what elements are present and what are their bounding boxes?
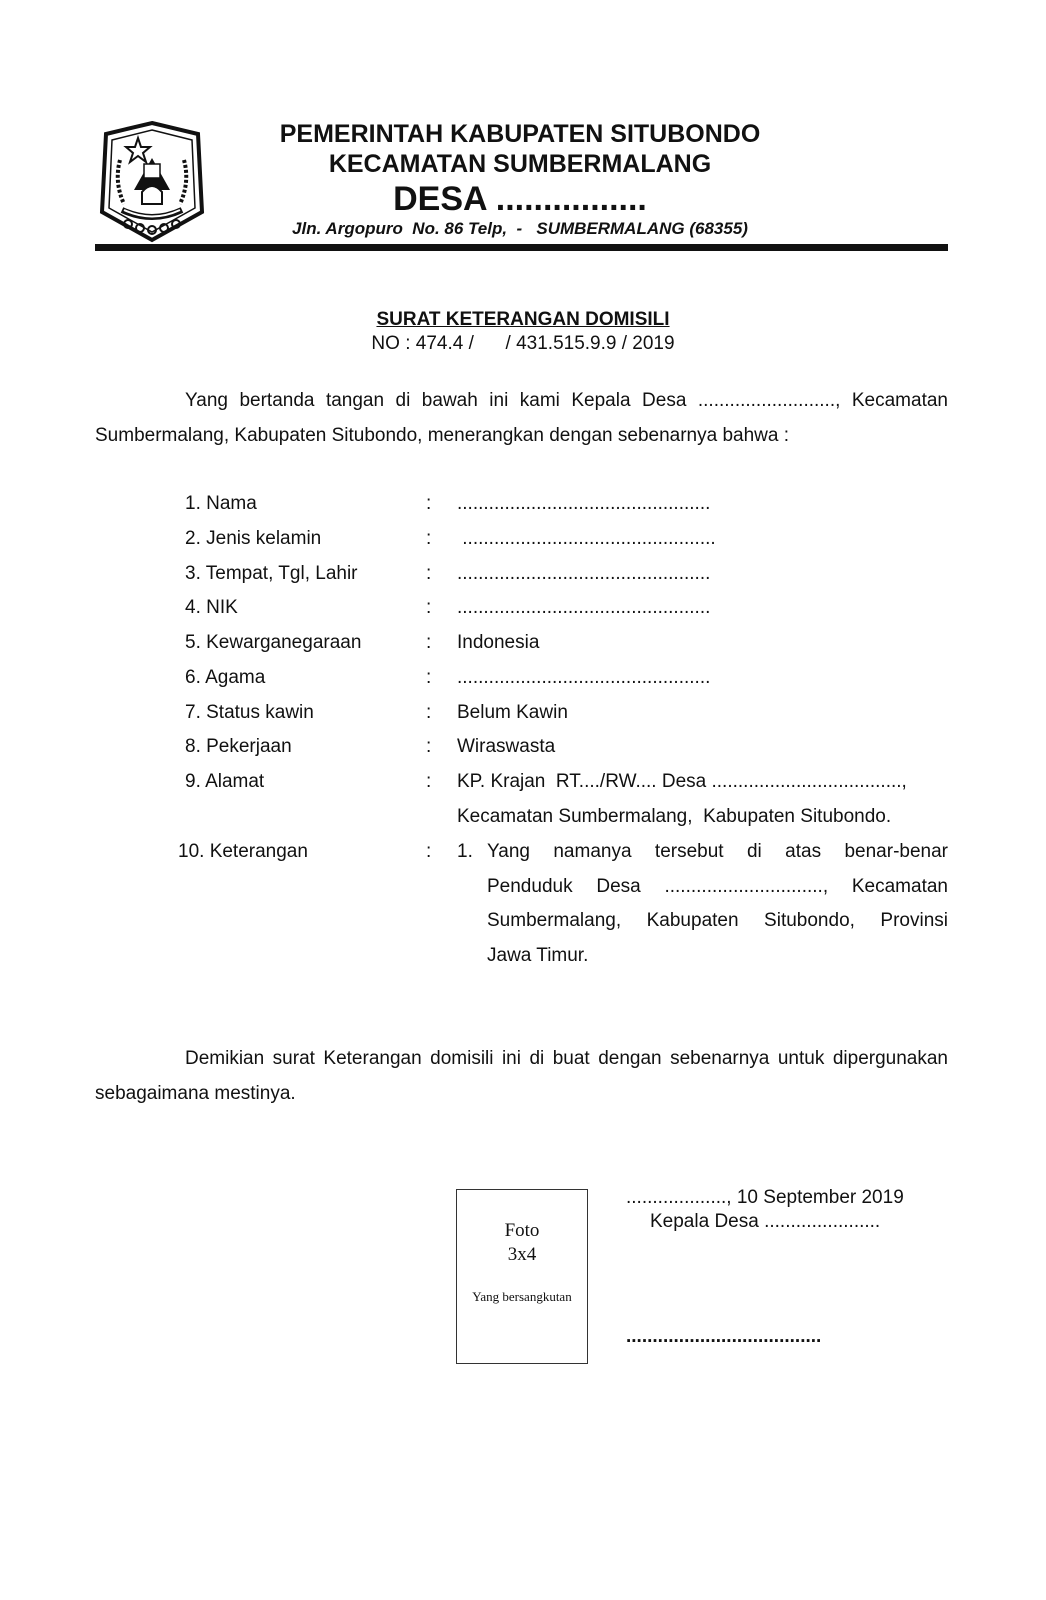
field-value-jenis-kelamin: ................................................ <box>457 528 716 549</box>
photo-size: 3x4 <box>507 1244 537 1265</box>
field-value-status-kawin: Belum Kawin <box>457 702 568 723</box>
closing-paragraph <box>95 1041 948 1111</box>
kabupaten-situbondo-emblem-icon <box>98 120 206 244</box>
header-district-line: KECAMATAN SUMBERMALANG <box>328 150 712 178</box>
closing-second-line: dipergunakan sebagaimana mestinya. <box>95 1048 948 1104</box>
field-colon: : <box>426 632 432 653</box>
header-address: Jln. Argopuro No. 86 Telp, - SUMBERMALANG (68355) <box>292 219 748 238</box>
document-title: SURAT KETERANGAN DOMISILI <box>376 309 670 330</box>
keterangan-line: Penduduk Desa .............................., Kecamatan <box>487 876 948 897</box>
field-value-nama: ................................................ <box>457 493 711 514</box>
field-colon: : <box>426 563 432 584</box>
field-label: 4. NIK <box>185 597 238 618</box>
photo-placeholder <box>456 1189 588 1364</box>
field-label: 6. Agama <box>185 667 266 688</box>
field-value-pekerjaan: Wiraswasta <box>457 736 556 757</box>
field-colon: : <box>426 841 432 862</box>
field-colon: : <box>426 736 432 757</box>
field-label: 3. Tempat, Tgl, Lahir <box>185 563 358 584</box>
signature-name: ..................................... <box>626 1326 822 1347</box>
header-village-line: DESA ................ <box>393 180 647 218</box>
photo-caption: Yang bersangkutan <box>472 1289 572 1304</box>
field-colon: : <box>426 667 432 688</box>
field-colon: : <box>426 597 432 618</box>
intro-paragraph <box>95 383 948 453</box>
field-label: 2. Jenis kelamin <box>185 528 322 549</box>
field-value-alamat: KP. Krajan RT..../RW.... Desa ...................................., <box>457 771 907 792</box>
field-colon: : <box>426 771 432 792</box>
keterangan-line: Jawa Timur. <box>487 945 589 966</box>
header-government-line: PEMERINTAH KABUPATEN SITUBONDO <box>279 120 761 148</box>
intro-first-line: Yang bertanda tangan di bawah ini kami Kepala Desa .........................., Kecamatan <box>185 390 948 411</box>
field-value-tempat-tgl-lahir: ................................................ <box>457 563 711 584</box>
field-value-agama: ................................................ <box>457 667 711 688</box>
field-label: 9. Alamat <box>185 771 265 792</box>
field-label: 1. Nama <box>185 493 257 514</box>
field-label: 10. Keterangan <box>178 841 308 862</box>
keterangan-line: Yang namanya tersebut di atas benar-benar <box>487 841 948 862</box>
keterangan-item-number: 1. <box>457 841 473 862</box>
field-label: 7. Status kawin <box>185 702 314 723</box>
keterangan-line: Sumbermalang, Kabupaten Situbondo, Provinsi <box>487 910 948 931</box>
field-colon: : <box>426 493 432 514</box>
signature-date: ..................., 10 September 2019 <box>626 1187 904 1208</box>
document-number: NO : 474.4 / / 431.515.9.9 / 2019 <box>371 333 675 354</box>
field-value-kewarganegaraan: Indonesia <box>457 632 540 653</box>
field-value-nik: ................................................ <box>457 597 711 618</box>
intro-second-line: Sumbermalang, Kabupaten Situbondo, menerangkan dengan sebenarnya bahwa : <box>95 425 790 446</box>
field-label: 5. Kewarganegaraan <box>185 632 362 653</box>
header-divider <box>95 244 948 251</box>
signature-role: Kepala Desa ...................... <box>650 1211 881 1232</box>
field-label: 8. Pekerjaan <box>185 736 292 757</box>
photo-label: Foto <box>504 1220 540 1241</box>
closing-first-line: Demikian surat Keterangan domisili ini di buat dengan sebenarnya untuk <box>185 1048 825 1069</box>
field-value-alamat-continued: Kecamatan Sumbermalang, Kabupaten Situbondo. <box>457 806 892 827</box>
field-colon: : <box>426 528 432 549</box>
field-colon: : <box>426 702 432 723</box>
